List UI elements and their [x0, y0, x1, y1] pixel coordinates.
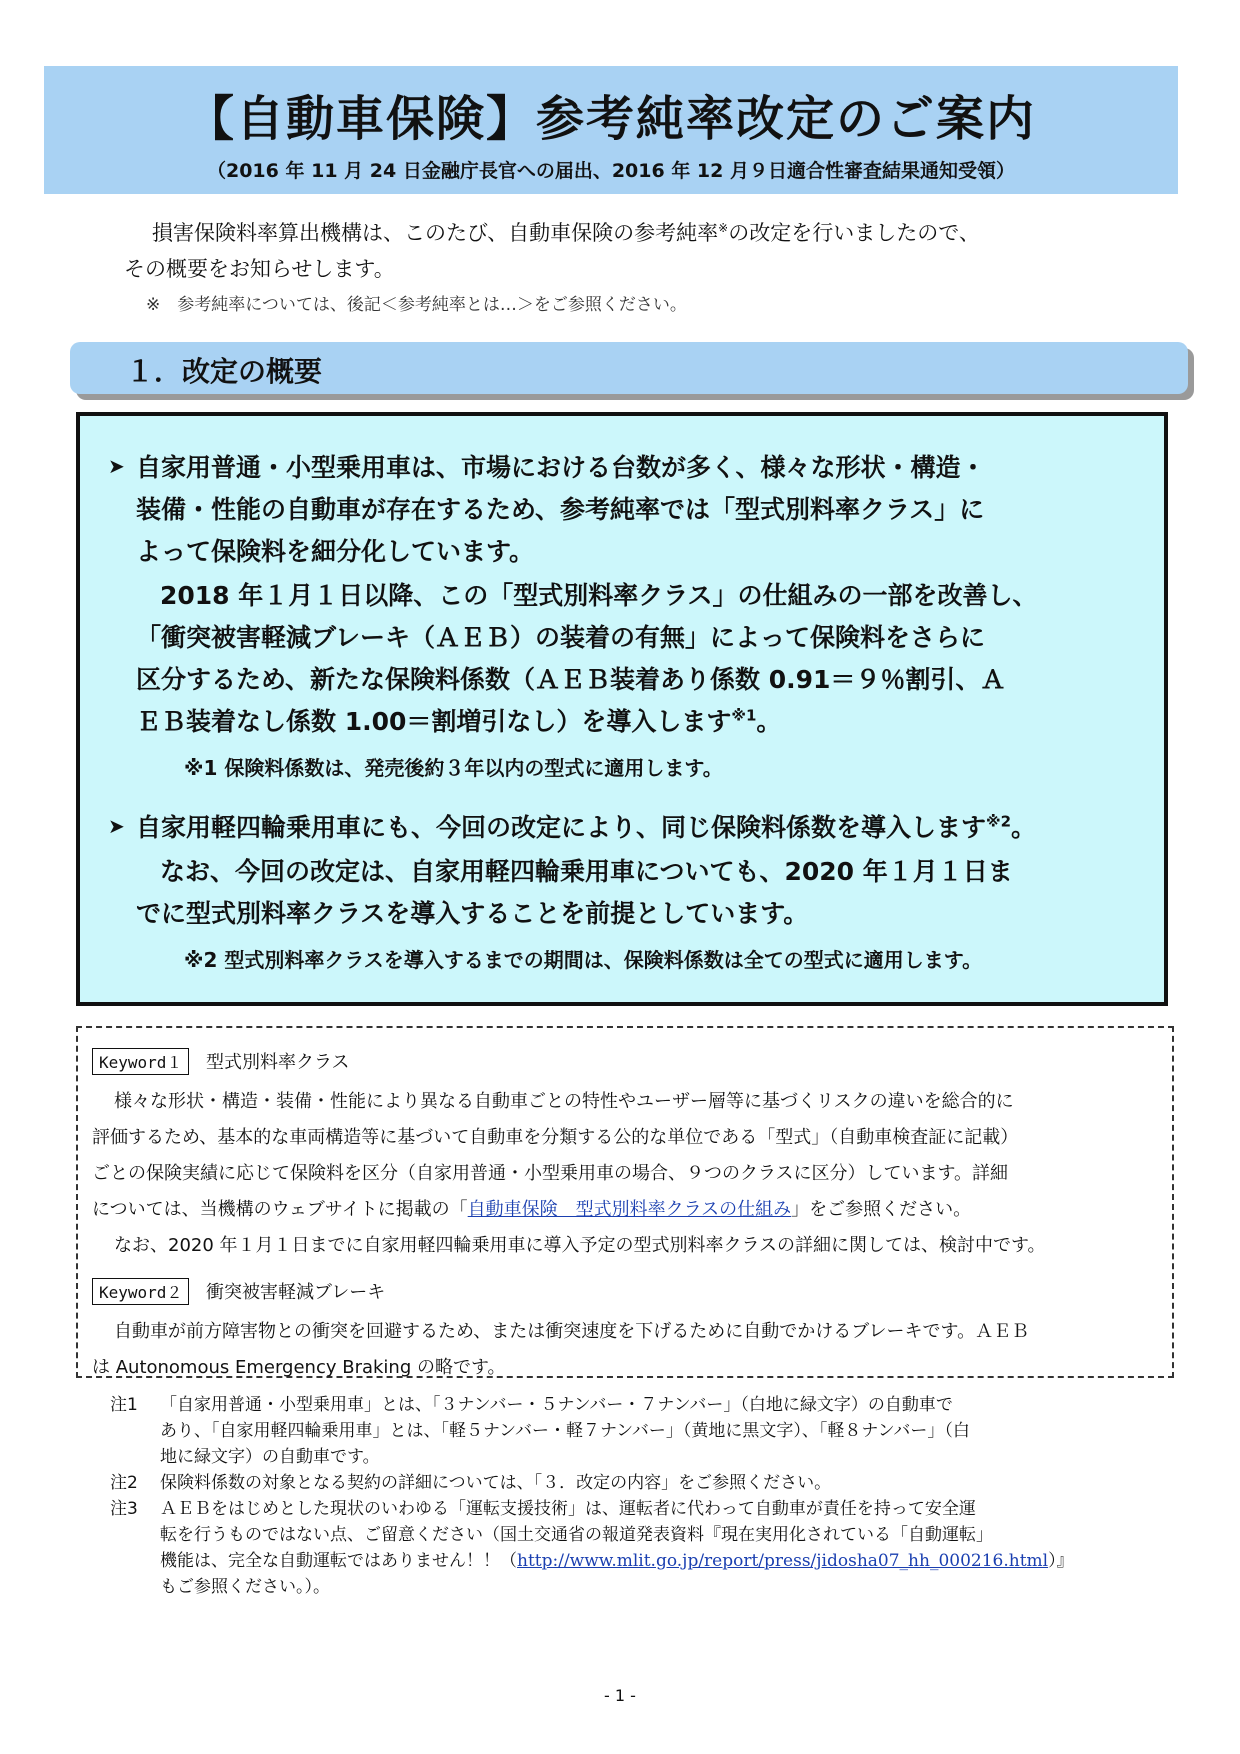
- note-3-line2: 転を行うものではない点、ご留意ください（国土交通省の報道発表資料『現在実用化されている「自動運転」: [160, 1525, 993, 1545]
- intro-line1-end: の改定を行いましたので、: [728, 221, 980, 245]
- note-2-text: 保険料係数の対象となる契約の詳細については、「３．改定の内容」をご参照ください。: [160, 1473, 832, 1493]
- note-3-line3-post: ）』: [1048, 1551, 1074, 1571]
- b2-sup: ※2: [986, 812, 1012, 831]
- b2-line1-text: 自家用軽四輪乗用車にも、今回の改定により、同じ保険料係数を導入します: [136, 813, 987, 842]
- b1-end: 。: [756, 707, 782, 736]
- note-3-link[interactable]: http://www.mlit.go.jp/report/press/jidosha07_hh_000216.html: [517, 1551, 1049, 1571]
- b2-note: ※2 型式別料率クラスを導入するまでの期間は、保険料係数は全ての型式に適用します。: [184, 948, 983, 972]
- keyword1-body: [92, 1084, 1162, 1264]
- kw2-line2: は Autonomous Emergency Braking の略です。: [92, 1357, 506, 1378]
- intro-paragraph: [124, 210, 1124, 287]
- intro-sup: ※: [718, 221, 729, 235]
- summary-box: [76, 412, 1168, 1006]
- note-3-line4: もご参照ください。）。: [160, 1577, 330, 1597]
- intro-line1: 損害保険料率算出機構は、このたび、自動車保険の参考純率: [152, 221, 719, 245]
- kw1-line4-pre: については、当機構のウェブサイトに掲載の「: [92, 1199, 468, 1220]
- page-subtitle: （2016 年 11 月 24 日金融庁長官への届出、2016 年 12 月９日適合性審査結果通知受領）: [206, 160, 1015, 182]
- bullet-arrow-icon: ➤: [108, 454, 125, 478]
- b1-note: ※1 保険料係数は、発売後約３年以内の型式に適用します。: [184, 756, 723, 780]
- note-3-label: 注3: [110, 1499, 138, 1519]
- keyword2-title: 衝突被害軽減ブレーキ: [206, 1282, 386, 1303]
- page-title: 【自動車保険】参考純率改定のご案内: [185, 91, 1036, 147]
- bullet-arrow-icon: ➤: [108, 814, 125, 838]
- keyword1-label: Keyword１: [92, 1048, 189, 1075]
- b1-line6: 区分するため、新たな保険料係数（ＡＥＢ装着あり係数 0.91＝９％割引、Ａ: [136, 665, 1006, 694]
- title-banner: [44, 66, 1178, 194]
- note-1-label: 注1: [110, 1395, 138, 1415]
- kw1-line2: 評価するため、基本的な車両構造等に基づいて自動車を分類する公的な単位である「型式」（自動車検査証に記載）: [92, 1127, 1019, 1148]
- kw2-line1: 自動車が前方障害物との衝突を回避するため、または衝突速度を下げるために自動でかけるブレーキです。ＡＥＢ: [114, 1321, 1030, 1342]
- kw1-line3: ごとの保険実績に応じて保険料を区分（自家用普通・小型乗用車の場合、９つのクラスに区分）しています。詳細: [92, 1163, 1009, 1184]
- b1-line4: 2018 年１月１日以降、この「型式別料率クラス」の仕組みの一部を改善し、: [160, 581, 1038, 610]
- b1-sup: ※1: [731, 706, 757, 725]
- b1-line2: 装備・性能の自動車が存在するため、参考純率では「型式別料率クラス」に: [136, 495, 985, 524]
- kw1-line4: [92, 1192, 1162, 1228]
- kw1-line1: 様々な形状・構造・装備・性能により異なる自動車ごとの特性やユーザー層等に基づくリスクの違いを総合的に: [114, 1091, 1014, 1112]
- kw1-line4-post: 」をご参照ください。: [791, 1199, 972, 1220]
- b2-line1: [136, 808, 1036, 844]
- keyword2-label: Keyword２: [92, 1278, 189, 1305]
- page-number: - 1 -: [604, 1686, 636, 1705]
- note-1-line2: あり、「自家用軽四輪乗用車」とは、「軽５ナンバー・軽７ナンバー」（黄地に黒文字）、「軽８ナンバー」（白: [160, 1421, 970, 1441]
- intro-line2: その概要をお知らせします。: [124, 257, 395, 281]
- b1-line1: 自家用普通・小型乗用車は、市場における台数が多く、様々な形状・構造・: [136, 453, 986, 482]
- b1-line7-text: ＥＢ装着なし係数 1.00＝割増引なし）を導入します: [136, 707, 732, 736]
- b1-line7: [136, 702, 781, 738]
- note-3: [110, 1496, 1140, 1600]
- keyword1-title: 型式別料率クラス: [206, 1052, 350, 1073]
- section-heading: [70, 342, 1188, 394]
- b1-line5: 「衝突被害軽減ブレーキ（ＡＥＢ）の装着の有無」によって保険料をさらに: [136, 623, 986, 652]
- note-3-line3: [160, 1548, 1140, 1574]
- b1-line3: よって保険料を細分化しています。: [136, 537, 535, 566]
- keyword2-body: [92, 1314, 1162, 1386]
- note-2-label: 注2: [110, 1473, 138, 1493]
- kw1-link[interactable]: 自動車保険 型式別料率クラスの仕組み: [467, 1199, 792, 1220]
- kw1-line5: なお、2020 年１月１日までに自家用軽四輪乗用車に導入予定の型式別料率クラスの詳細に関しては、検討中です。: [114, 1235, 1046, 1256]
- b2-line2: なお、今回の改定は、自家用軽四輪乗用車についても、2020 年１月１日ま: [160, 857, 1013, 886]
- b2-line3: でに型式別料率クラスを導入することを前提としています。: [136, 899, 809, 928]
- note-1-line3: 地に緑文字）の自動車です。: [160, 1447, 380, 1467]
- note-1-line1: 「自家用普通・小型乗用車」とは、「３ナンバー・５ナンバー・７ナンバー」（白地に緑文字）の自動車で: [160, 1395, 953, 1415]
- intro-note: ※ 参考純率については、後記＜参考純率とは…＞をご参照ください。: [146, 295, 687, 315]
- keyword-box: [76, 1026, 1174, 1378]
- note-3-line1: ＡＥＢをはじめとした現状のいわゆる「運転支援技術」は、運転者に代わって自動車が責任を持って安全運: [160, 1499, 976, 1519]
- note-1: [110, 1392, 1140, 1470]
- section-heading-text: １．改定の概要: [126, 355, 323, 388]
- b2-end: 。: [1011, 813, 1037, 842]
- note-3-line3-pre: 機能は、完全な自動運転ではありません！！（: [160, 1551, 517, 1571]
- note-2: [110, 1470, 1140, 1496]
- footnotes: [110, 1392, 1140, 1600]
